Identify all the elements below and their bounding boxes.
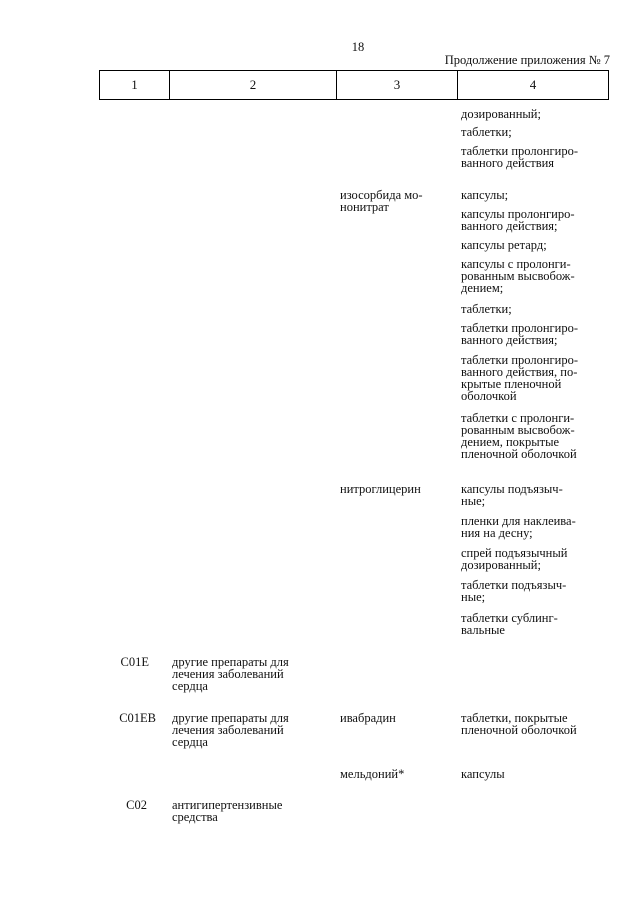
header-col-4: 4 (457, 71, 608, 99)
dosage-form: спрей подъязычный дозированный; (461, 546, 568, 572)
dosage-form: капсулы пролонгиро- ванного действия; (461, 207, 575, 233)
drug-name: мельдоний* (340, 767, 405, 781)
dosage-form: таблетки подъязыч- ные; (461, 578, 567, 604)
atc-group: другие препараты для лечения заболеваний сердца (172, 711, 289, 749)
dosage-form: таблетки пролонгиро- ванного действия (461, 144, 579, 170)
dosage-form: капсулы ретард; (461, 238, 547, 252)
dosage-form: таблетки; (461, 302, 512, 316)
atc-code: C01EB (119, 711, 156, 725)
page-number: 18 (351, 40, 365, 54)
dosage-form: таблетки, покрытые пленочной оболочкой (461, 711, 577, 737)
atc-group: антигипертензивные средства (172, 798, 283, 824)
dosage-form: капсулы подъязыч- ные; (461, 482, 563, 508)
dosage-form: таблетки пролонгиро- ванного действия; (461, 321, 579, 347)
atc-code: C01E (120, 655, 149, 669)
continuation-note: Продолжение приложения № 7 (444, 53, 610, 67)
header-col-1: 1 (131, 77, 138, 92)
header-col-2: 2 (169, 71, 336, 99)
dosage-form: таблетки пролонгиро- ванного действия, по- крытые пленочной оболочкой (461, 353, 579, 403)
header-col-3: 3 (336, 71, 457, 99)
dosage-form: таблетки; (461, 125, 512, 139)
dosage-form: пленки для наклеива- ния на десну; (461, 514, 576, 540)
dosage-form: таблетки сублинг- вальные (461, 611, 558, 637)
atc-group: другие препараты для лечения заболеваний сердца (172, 655, 289, 693)
dosage-form: капсулы (461, 767, 505, 781)
dosage-form: дозированный; (461, 107, 541, 121)
drug-name: ивабрадин (340, 711, 396, 725)
drug-name: изосорбида мо- нонитрат (340, 188, 423, 214)
dosage-form: капсулы с пролонги- рованным высвобож- дением; (461, 257, 575, 295)
dosage-form: капсулы; (461, 188, 509, 202)
dosage-form: таблетки с пролонги- рованным высвобож- дением, покрытые пленочной оболочкой (461, 411, 577, 461)
drug-name: нитроглицерин (340, 482, 421, 496)
atc-code: C02 (126, 798, 147, 812)
table-header (99, 70, 609, 100)
